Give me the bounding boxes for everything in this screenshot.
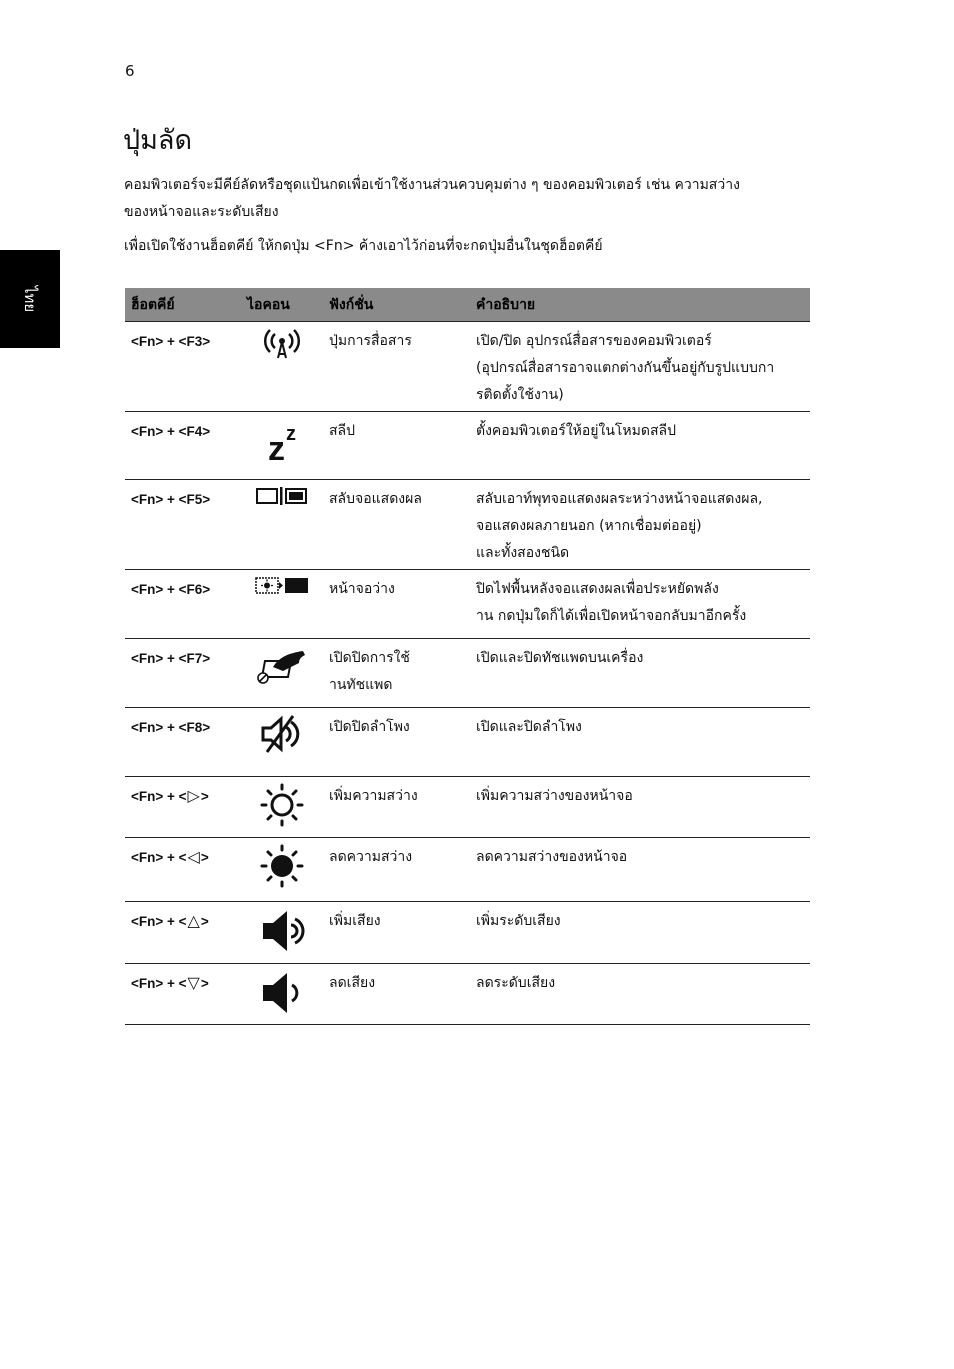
table-row: [125, 322, 810, 412]
icon-cell: [241, 964, 323, 1025]
function-cell: เพิ่มความสว่าง: [323, 777, 470, 838]
display-toggle-icon: [255, 486, 309, 506]
description-cell: ลดระดับเสียง: [470, 964, 810, 1025]
icon-cell: [241, 412, 323, 480]
description-cell: ตั้งคอมพิวเตอร์ให้อยู่ในโหมดสลีป: [470, 412, 810, 480]
svg-text:z: z: [268, 430, 285, 462]
table-row: [125, 902, 810, 964]
icon-cell: [241, 639, 323, 708]
icon-cell: [241, 570, 323, 639]
icon-cell: [241, 322, 323, 412]
sleep-icon: [260, 418, 304, 462]
table-row: [125, 570, 810, 639]
wireless-icon: [262, 328, 302, 360]
header-function: ฟังก์ชั่น: [323, 288, 470, 322]
function-cell: ปุ่มการสื่อสาร: [323, 322, 470, 412]
function-cell: สลับจอแสดงผล: [323, 480, 470, 570]
description-cell: สลับเอาท์พุทจอแสดงผลระหว่างหน้าจอแสดงผล, จอแสดงผลภายนอก (หากเชื่อมต่ออยู่) และทั้งสองชนิด: [470, 480, 810, 570]
table-row: [125, 480, 810, 570]
brightness-down-icon: [259, 844, 305, 888]
speaker-mute-icon: [259, 714, 305, 754]
screen-blank-icon: [254, 576, 310, 596]
function-cell: สลีป: [323, 412, 470, 480]
volume-up-icon: [259, 908, 305, 954]
hotkey-cell: <Fn> + <F8>: [125, 708, 241, 777]
hotkey-cell: <Fn> + <F6>: [125, 570, 241, 639]
table-row: [125, 964, 810, 1025]
language-label: ไทย: [20, 285, 39, 313]
description-cell: ลดความสว่างของหน้าจอ: [470, 838, 810, 902]
hotkey-cell: <Fn> + <F5>: [125, 480, 241, 570]
table-row: [125, 639, 810, 708]
language-side-tab: [0, 250, 60, 348]
description-cell: เปิดและปิดลำโพง: [470, 708, 810, 777]
function-cell: เพิ่มเสียง: [323, 902, 470, 964]
table-row: [125, 412, 810, 480]
function-cell: เปิดปิดลำโพง: [323, 708, 470, 777]
icon-cell: [241, 777, 323, 838]
function-cell: ลดเสียง: [323, 964, 470, 1025]
hotkey-cell: <Fn> + <F7>: [125, 639, 241, 708]
hotkey-cell: <Fn> + <F4>: [125, 412, 241, 480]
hotkey-table: [125, 288, 810, 1025]
table-row: [125, 838, 810, 902]
table-row: [125, 708, 810, 777]
hotkey-cell: <Fn> + <◁>: [125, 838, 241, 902]
function-cell: ลดความสว่าง: [323, 838, 470, 902]
description-cell: เพิ่มระดับเสียง: [470, 902, 810, 964]
header-icon: ไอคอน: [241, 288, 323, 322]
intro-paragraph: คอมพิวเตอร์จะมีคีย์ลัดหรือชุดแป้นกดเพื่อเข้าใช้งานส่วนควบคุมต่าง ๆ ของคอมพิวเตอร์ เช่น ความสว่างของหน้าจอและระดับเสียง: [124, 177, 740, 220]
volume-down-icon: [259, 970, 305, 1016]
function-cell: เปิดปิดการใช้ านทัชแพด: [323, 639, 470, 708]
description-cell: เปิดและปิดทัชแพดบนเครื่อง: [470, 639, 810, 708]
page-number: 6: [125, 62, 135, 80]
description-cell: เพิ่มความสว่างของหน้าจอ: [470, 777, 810, 838]
header-description: คำอธิบาย: [470, 288, 810, 322]
hotkey-cell: <Fn> + <F3>: [125, 322, 241, 412]
instruction-paragraph: เพื่อเปิดใช้งานฮ็อตคีย์ ให้กดปุ่ม <Fn> ค้างเอาไว้ก่อนที่จะกดปุ่มอื่นในชุดฮ็อตคีย์: [124, 238, 603, 254]
icon-cell: [241, 480, 323, 570]
table-row: [125, 777, 810, 838]
function-cell: หน้าจอว่าง: [323, 570, 470, 639]
hotkey-cell: <Fn> + <▷>: [125, 777, 241, 838]
touchpad-toggle-icon: [255, 645, 309, 685]
brightness-up-icon: [259, 783, 305, 827]
icon-cell: [241, 838, 323, 902]
page-title: ปุ่มลัด: [123, 125, 193, 156]
svg-text:z: z: [286, 423, 296, 445]
hotkey-cell: <Fn> + <△>: [125, 902, 241, 964]
icon-cell: [241, 708, 323, 777]
table-header-row: [125, 288, 810, 322]
hotkey-cell: <Fn> + <▽>: [125, 964, 241, 1025]
description-cell: ปิดไฟพื้นหลังจอแสดงผลเพื่อประหยัดพลัง าน กดปุ่มใดก็ได้เพื่อเปิดหน้าจอกลับมาอีกครั้ง: [470, 570, 810, 639]
header-hotkey: ฮ็อตคีย์: [125, 288, 241, 322]
icon-cell: [241, 902, 323, 964]
description-cell: เปิด/ปิด อุปกรณ์สื่อสารของคอมพิวเตอร์ (อุปกรณ์สื่อสารอาจแตกต่างกันขึ้นอยู่กับรูปแบบกา รติดตั้งใช้งาน): [470, 322, 810, 412]
